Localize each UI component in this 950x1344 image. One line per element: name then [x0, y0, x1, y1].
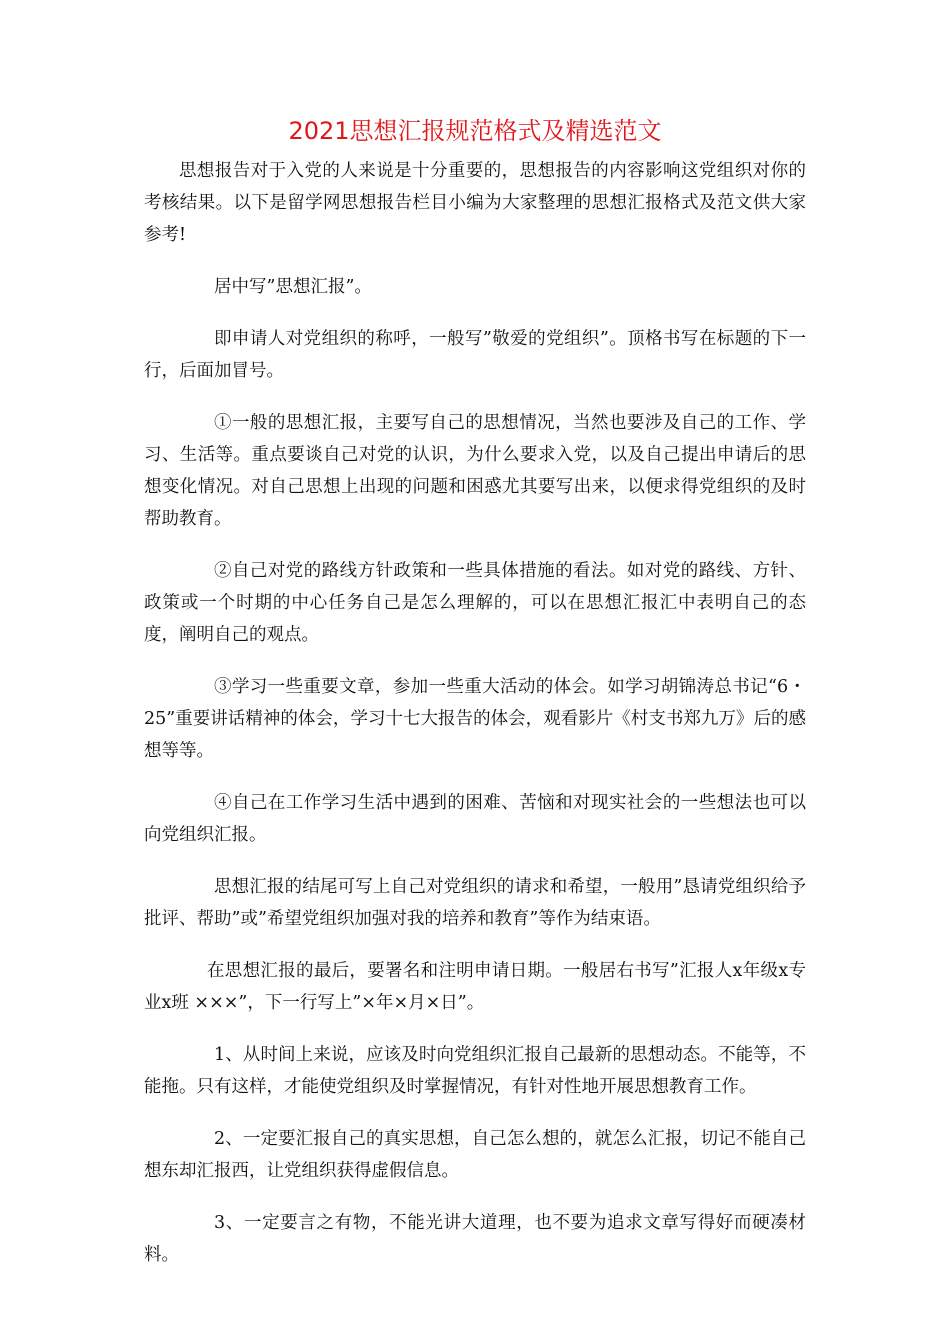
paragraph: 在思想汇报的最后，要署名和注明申请日期。一般居右书写”汇报人x年级x专业x班 ×××”，下一行写上”×年×月×日”。 — [144, 961, 806, 1013]
paragraph: 1、从时间上来说，应该及时向党组织汇报自己最新的思想动态。不能等，不能拖。只有这样，才能使党组织及时掌握情况，有针对性地开展思想教育工作。 — [144, 1045, 806, 1097]
paragraph: 即申请人对党组织的称呼，一般写”敬爱的党组织”。顶格书写在标题的下一行，后面加冒号。 — [144, 329, 806, 381]
paragraph: 3、一定要言之有物，不能光讲大道理，也不要为追求文章写得好而硬凑材料。 — [144, 1213, 806, 1265]
document-title: 2021思想汇报规范格式及精选范文 — [288, 117, 662, 145]
paragraph: 思想汇报的结尾可写上自己对党组织的请求和希望，一般用”恳请党组织给予批评、帮助”或”希望党组织加强对我的培养和教育”等作为结束语。 — [144, 877, 806, 929]
paragraph: ①一般的思想汇报，主要写自己的思想情况，当然也要涉及自己的工作、学习、生活等。重点要谈自己对党的认识，为什么要求入党，以及自己提出申请后的思想变化情况。对自己思想上出现的问题和困惑尤其要写出来，以便求得党组织的及时帮助教育。 — [144, 413, 806, 529]
paragraph: ④自己在工作学习生活中遇到的困难、苦恼和对现实社会的一些想法也可以向党组织汇报。 — [144, 793, 806, 845]
paragraph: ②自己对党的路线方针政策和一些具体措施的看法。如对党的路线、方针、政策或一个时期的中心任务自己是怎么理解的，可以在思想汇报汇中表明自己的态度，阐明自己的观点。 — [144, 561, 806, 645]
paragraph: ③学习一些重要文章，参加一些重大活动的体会。如学习胡锦涛总书记“6・25”重要讲话精神的体会，学习十七大报告的体会，观看影片《村支书郑九万》后的感想等等。 — [144, 677, 806, 761]
paragraph: 思想报告对于入党的人来说是十分重要的，思想报告的内容影响这党组织对你的考核结果。以下是留学网思想报告栏目小编为大家整理的思想汇报格式及范文供大家参考! — [144, 161, 806, 245]
paragraph: 2、一定要汇报自己的真实思想，自己怎么想的，就怎么汇报，切记不能自己想东却汇报西，让党组织获得虚假信息。 — [144, 1129, 806, 1181]
paragraph: 居中写”思想汇报”。 — [214, 277, 372, 297]
document-body — [144, 155, 806, 1291]
